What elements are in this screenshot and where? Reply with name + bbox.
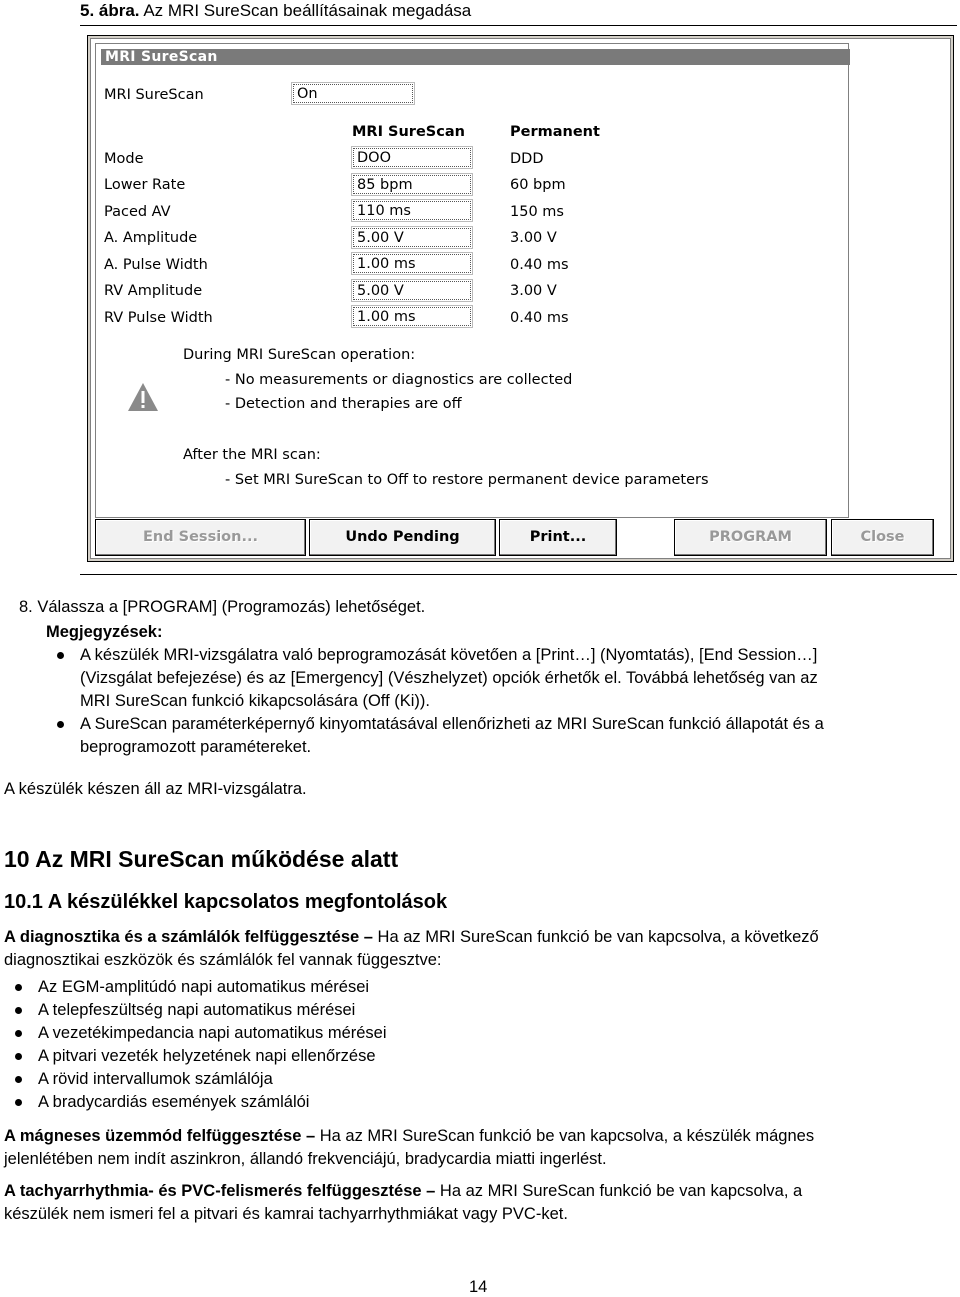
bullet-dot (15, 1030, 22, 1037)
col-permanent-header: Permanent (510, 124, 600, 140)
row-label: Paced AV (104, 204, 171, 220)
diagnostics-paragraph-line-2: diagnosztikai eszközök és számlálók fel vannak függesztve: (4, 951, 442, 969)
note-1-line-2: (Vizsgálat befejezése) és az [Emergency] (Vészhelyzet) opciók érhetők el. Továbbá lehetőség van az (80, 669, 818, 687)
caption-rule (80, 25, 957, 26)
undo-pending-button[interactable]: Undo Pending (309, 519, 496, 556)
row-surescan-field[interactable]: 5.00 V (353, 228, 471, 247)
row-permanent-value: 3.00 V (510, 283, 557, 299)
row-label: A. Amplitude (104, 230, 198, 246)
step-8: 8. Válassza a [PROGRAM] (Programozás) lehetőséget. (19, 598, 426, 616)
magnet-text: Ha az MRI SureScan funkció be van kapcsolva, a készülék mágnes (315, 1127, 815, 1145)
row-surescan-field[interactable]: DOO (353, 148, 471, 167)
row-label: A. Pulse Width (104, 257, 208, 273)
diagnostics-paragraph-line-1 (4, 926, 819, 949)
row-permanent-value: 3.00 V (510, 230, 557, 246)
surescan-window (95, 43, 849, 518)
magnet-bold-lead: A mágneses üzemmód felfüggesztése – (4, 1127, 316, 1145)
close-button[interactable]: Close (831, 519, 934, 556)
note-2-line-1: A SureScan paraméterképernyő kinyomtatásával ellenőrizheti az MRI SureScan funkció állapotát és a (80, 715, 824, 733)
note-1-line-1: A készülék MRI-vizsgálatra való beprogramozását követően a [Print…] (Nyomtatás), [End Session…] (80, 646, 818, 664)
end-session-button[interactable]: End Session... (95, 519, 306, 556)
tachy-paragraph-line-2: készülék nem ismeri fel a pitvari és kamrai tachyarrhythmiákat vagy PVC-ket. (4, 1205, 568, 1223)
surescan-select[interactable]: On (293, 84, 413, 103)
surescan-label: MRI SureScan (104, 87, 204, 103)
during-note-2: - Detection and therapies are off (225, 396, 462, 412)
magnet-paragraph-line-2: jelenlétében nem indít aszinkron, állandó frekvenciájú, bradycardia miatti ingerlést. (4, 1150, 607, 1168)
after-note-1: - Set MRI SureScan to Off to restore permanent device parameters (225, 472, 709, 488)
page-number: 14 (469, 1278, 488, 1296)
diagnostic-item: A vezetékimpedancia napi automatikus mérései (38, 1024, 387, 1042)
bullet-dot (15, 984, 22, 991)
row-permanent-value: 150 ms (510, 204, 564, 220)
during-note-1: - No measurements or diagnostics are collected (225, 372, 573, 388)
row-permanent-value: 0.40 ms (510, 310, 569, 326)
bullet-dot (15, 1099, 22, 1106)
during-title: During MRI SureScan operation: (183, 347, 416, 363)
row-label: Mode (104, 151, 144, 167)
diagnostics-text: Ha az MRI SureScan funkció be van kapcsolva, a következő (372, 928, 819, 946)
bullet-dot (57, 652, 64, 659)
section-10-1-heading: 10.1 A készülékkel kapcsolatos megfontolások (4, 891, 448, 913)
print-button[interactable]: Print... (499, 519, 617, 556)
row-surescan-field[interactable]: 1.00 ms (353, 307, 471, 326)
figure-title: Az MRI SureScan beállításainak megadása (143, 1, 472, 20)
note-1-line-3: MRI SureScan funkció kikapcsolására (Off (Ki)). (80, 692, 430, 710)
diagnostic-item: A pitvari vezeték helyzetének napi ellenőrzése (38, 1047, 376, 1065)
row-permanent-value: DDD (510, 151, 544, 167)
notes-title: Megjegyzések: (46, 623, 163, 641)
bullet-dot (15, 1053, 22, 1060)
diagnostic-item: A bradycardiás események számlálói (38, 1093, 310, 1111)
figure-bottom-rule (80, 574, 957, 575)
tachy-text: Ha az MRI SureScan funkció be van kapcsolva, a (435, 1182, 803, 1200)
figure-number: 5. ábra. (80, 1, 140, 20)
diagnostic-item: A telepfeszültség napi automatikus mérései (38, 1001, 356, 1019)
section-10-heading: 10 Az MRI SureScan működése alatt (4, 846, 399, 872)
tachy-paragraph-line-1 (4, 1180, 802, 1203)
row-permanent-value: 60 bpm (510, 177, 566, 193)
after-title: After the MRI scan: (183, 447, 321, 463)
col-surescan-header: MRI SureScan (352, 124, 465, 140)
row-surescan-field[interactable]: 85 bpm (353, 175, 471, 194)
row-surescan-field[interactable]: 1.00 ms (353, 254, 471, 273)
row-label: RV Pulse Width (104, 310, 213, 326)
programmer-screenshot (87, 35, 954, 562)
tachy-bold-lead: A tachyarrhythmia- és PVC-felismerés felfüggesztése – (4, 1182, 436, 1200)
row-label: RV Amplitude (104, 283, 203, 299)
note-2-line-2: beprogramozott paramétereket. (80, 738, 312, 756)
row-permanent-value: 0.40 ms (510, 257, 569, 273)
diagnostic-item: A rövid intervallumok számlálója (38, 1070, 273, 1088)
diagnostics-bold-lead: A diagnosztika és a számlálók felfüggesztése – (4, 928, 373, 946)
bullet-dot (57, 721, 64, 728)
bullet-dot (15, 1007, 22, 1014)
row-surescan-field[interactable]: 5.00 V (353, 281, 471, 300)
magnet-paragraph-line-1 (4, 1125, 814, 1148)
window-title: MRI SureScan (101, 49, 850, 65)
button-bar (93, 519, 948, 557)
figure-caption (80, 0, 471, 22)
row-surescan-field[interactable]: 110 ms (353, 201, 471, 220)
ready-statement: A készülék készen áll az MRI-vizsgálatra. (4, 780, 307, 798)
warning-triangle-icon (127, 382, 159, 417)
program-button[interactable]: PROGRAM (674, 519, 827, 556)
bullet-dot (15, 1076, 22, 1083)
row-label: Lower Rate (104, 177, 186, 193)
diagnostic-item: Az EGM-amplitúdó napi automatikus mérései (38, 978, 370, 996)
